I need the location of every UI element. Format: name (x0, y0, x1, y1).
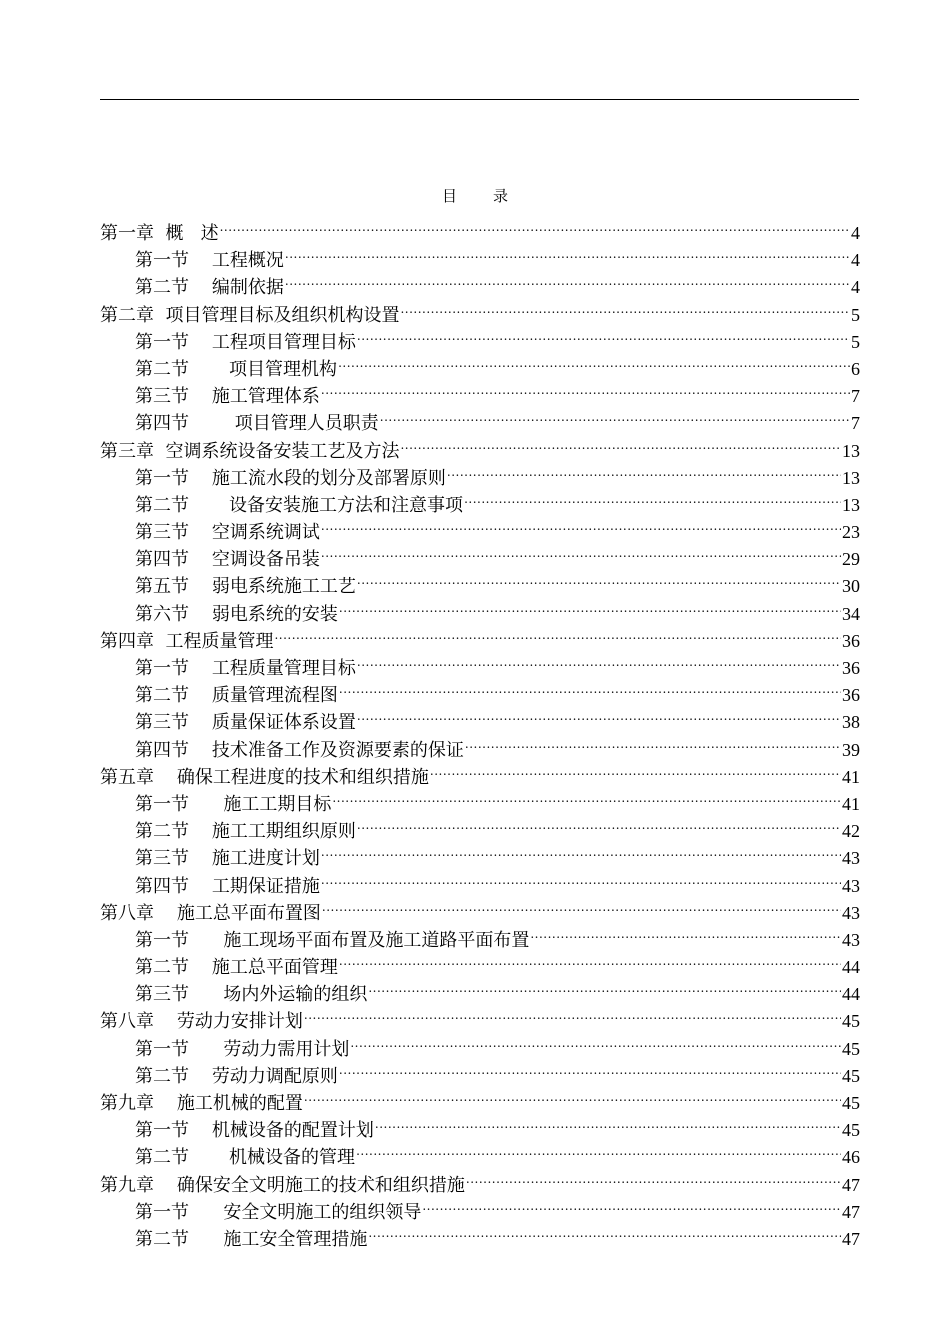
dot-leader (274, 620, 841, 647)
toc-page-number: 45 (842, 1093, 860, 1113)
toc-entry-label: 第三节 场内外运输的组织 (135, 984, 368, 1006)
toc-page-number: 6 (851, 358, 860, 379)
dot-leader (285, 239, 850, 266)
toc-entry-label: 第二节 项目管理机构 (135, 358, 338, 380)
toc-entry-label: 第八章 劳动力安排计划 (100, 1011, 303, 1033)
dot-leader (304, 1000, 841, 1027)
dot-leader (357, 321, 850, 348)
toc-page-number: 45 (842, 1065, 860, 1086)
toc-entry-label: 第二节 施工工期组织原则 (135, 821, 356, 843)
toc-entry-label: 第一节 劳动力需用计划 (135, 1038, 350, 1060)
toc-page-number: 44 (842, 957, 860, 978)
toc-page-number: 7 (851, 413, 860, 434)
toc-page-number: 4 (851, 250, 860, 271)
toc-entry-label: 第四节 空调设备吊装 (135, 549, 320, 571)
toc-entry-label: 第一节 工程概况 (135, 250, 284, 272)
dot-leader (466, 1164, 841, 1191)
toc-page-number: 38 (842, 712, 860, 733)
toc-page-number: 43 (842, 902, 860, 923)
toc-page-number: 29 (842, 549, 860, 570)
toc-entry-label: 第一节 工程质量管理目标 (135, 658, 356, 679)
toc-page-number: 45 (842, 1120, 860, 1141)
dot-leader (422, 1191, 841, 1218)
toc-page-number: 45 (842, 1038, 860, 1059)
toc-entry-label: 第二节 设备安装施工方法和注意事项 (135, 494, 464, 516)
dot-leader (350, 1028, 841, 1055)
toc-title-char-2: 录 (493, 187, 509, 205)
dot-leader (356, 1136, 841, 1163)
toc-entry-label: 第二节 施工安全管理措施 (135, 1228, 368, 1250)
toc-page-number: 7 (851, 386, 860, 407)
toc-page-number: 36 (842, 630, 860, 651)
dot-leader (321, 837, 841, 864)
toc-page-number: 45 (842, 1011, 860, 1032)
dot-leader (357, 647, 841, 674)
toc-entry-label: 第一节 工程项目管理目标 (135, 331, 356, 353)
toc-page-number: 4 (851, 277, 860, 298)
dot-leader (339, 1055, 841, 1082)
dot-leader (430, 756, 841, 783)
toc-entry-label: 第二节 劳动力调配原则 (135, 1065, 338, 1087)
dot-leader (465, 729, 841, 756)
toc-page-number: 5 (851, 331, 860, 352)
toc-page-number: 42 (842, 821, 860, 842)
toc-entry-label: 第五章 确保工程进度的技术和组织措施 (100, 766, 429, 788)
toc-title-char-1: 目 (441, 187, 457, 205)
toc-entry-label: 第三节 空调系统调试 (135, 522, 320, 544)
dot-leader (357, 701, 841, 728)
toc-page-number: 43 (842, 929, 860, 950)
toc-entry-label: 第四节 项目管理人员职责 (135, 413, 379, 435)
toc-entry-label: 第三节 质量保证体系设置 (135, 712, 356, 734)
dot-leader (400, 430, 841, 457)
dot-leader (339, 674, 841, 701)
toc-entry-label: 第一节 施工工期目标 (135, 793, 332, 815)
toc-page-number: 47 (842, 1174, 860, 1195)
toc-entry-label: 第一节 施工现场平面布置及施工道路平面布置 (135, 929, 530, 951)
toc-page-number: 30 (842, 576, 860, 597)
dot-leader (380, 402, 850, 429)
dot-leader (339, 946, 841, 973)
toc-page-number: 34 (842, 603, 860, 624)
toc-page-number: 5 (851, 304, 860, 325)
table-of-contents (100, 212, 860, 1250)
dot-leader (400, 294, 850, 321)
toc-page-number: 13 (842, 467, 860, 488)
dot-leader (322, 892, 841, 919)
toc-entry-label: 第三节 施工进度计划 (135, 848, 320, 870)
toc-page-number: 23 (842, 522, 860, 543)
toc-entry-label: 第九章 确保安全文明施工的技术和组织措施 (100, 1174, 465, 1196)
dot-leader (339, 593, 841, 620)
toc-entry-label: 第八章 施工总平面布置图 (100, 902, 321, 924)
toc-page-number: 13 (842, 494, 860, 515)
dot-leader (357, 565, 841, 592)
toc-entry-label: 第六节 弱电系统的安装 (135, 603, 338, 625)
toc-page-number: 44 (842, 984, 860, 1005)
toc-page-number: 47 (842, 1201, 860, 1222)
toc-entry-label: 第四节 工期保证措施 (135, 875, 320, 897)
toc-page-number: 41 (842, 793, 860, 814)
toc-page-number: 36 (842, 658, 860, 678)
toc-entry-label: 第三节 施工管理体系 (135, 386, 320, 408)
toc-entry-label: 第二节 编制依据 (135, 277, 284, 299)
dot-leader (447, 457, 841, 484)
toc-entry-label: 第四节 技术准备工作及资源要素的保证 (135, 739, 464, 761)
toc-chapter-entry[interactable] (100, 212, 860, 244)
toc-entry-label: 第一节 机械设备的配置计划 (135, 1120, 374, 1142)
dot-leader (321, 538, 841, 565)
toc-entry-label: 第一节 施工流水段的划分及部署原则 (135, 467, 446, 489)
toc-page-number: 43 (842, 875, 860, 896)
toc-entry-label: 第一章 概 述 (100, 223, 219, 244)
dot-leader (220, 212, 850, 239)
toc-entry-label: 第二章 项目管理目标及组织机构设置 (100, 304, 400, 326)
toc-page-number: 43 (842, 848, 860, 869)
dot-leader (285, 266, 850, 293)
toc-entry-label: 第五节 弱电系统施工工艺 (135, 576, 356, 598)
toc-entry-label: 第二节 质量管理流程图 (135, 685, 338, 707)
toc-entry-label: 第九章 施工机械的配置 (100, 1093, 303, 1114)
toc-entry-label: 第三章 空调系统设备安装工艺及方法 (100, 440, 400, 462)
dot-leader (321, 375, 850, 402)
toc-entry-label: 第二节 机械设备的管理 (135, 1147, 356, 1169)
toc-entry-label: 第一节 安全文明施工的组织领导 (135, 1201, 422, 1223)
dot-leader (368, 973, 841, 1000)
dot-leader (464, 484, 841, 511)
dot-leader (368, 1218, 841, 1245)
dot-leader (375, 1109, 841, 1136)
dot-leader (357, 810, 841, 837)
dot-leader (321, 511, 841, 538)
toc-page-number: 39 (842, 739, 860, 760)
toc-page-number: 4 (851, 223, 860, 243)
toc-page-number: 41 (842, 766, 860, 787)
toc-title (0, 185, 950, 206)
toc-page-number: 13 (842, 440, 860, 461)
toc-page-number: 36 (842, 685, 860, 706)
dot-leader (530, 919, 841, 946)
toc-entry-label: 第四章 工程质量管理 (100, 630, 274, 652)
dot-leader (321, 865, 841, 892)
toc-entry-label: 第二节 施工总平面管理 (135, 957, 338, 979)
toc-page-number: 46 (842, 1147, 860, 1168)
dot-leader (332, 783, 841, 810)
dot-leader (304, 1082, 841, 1109)
header-rule (100, 99, 859, 100)
dot-leader (338, 348, 850, 375)
toc-page-number: 47 (842, 1228, 860, 1249)
